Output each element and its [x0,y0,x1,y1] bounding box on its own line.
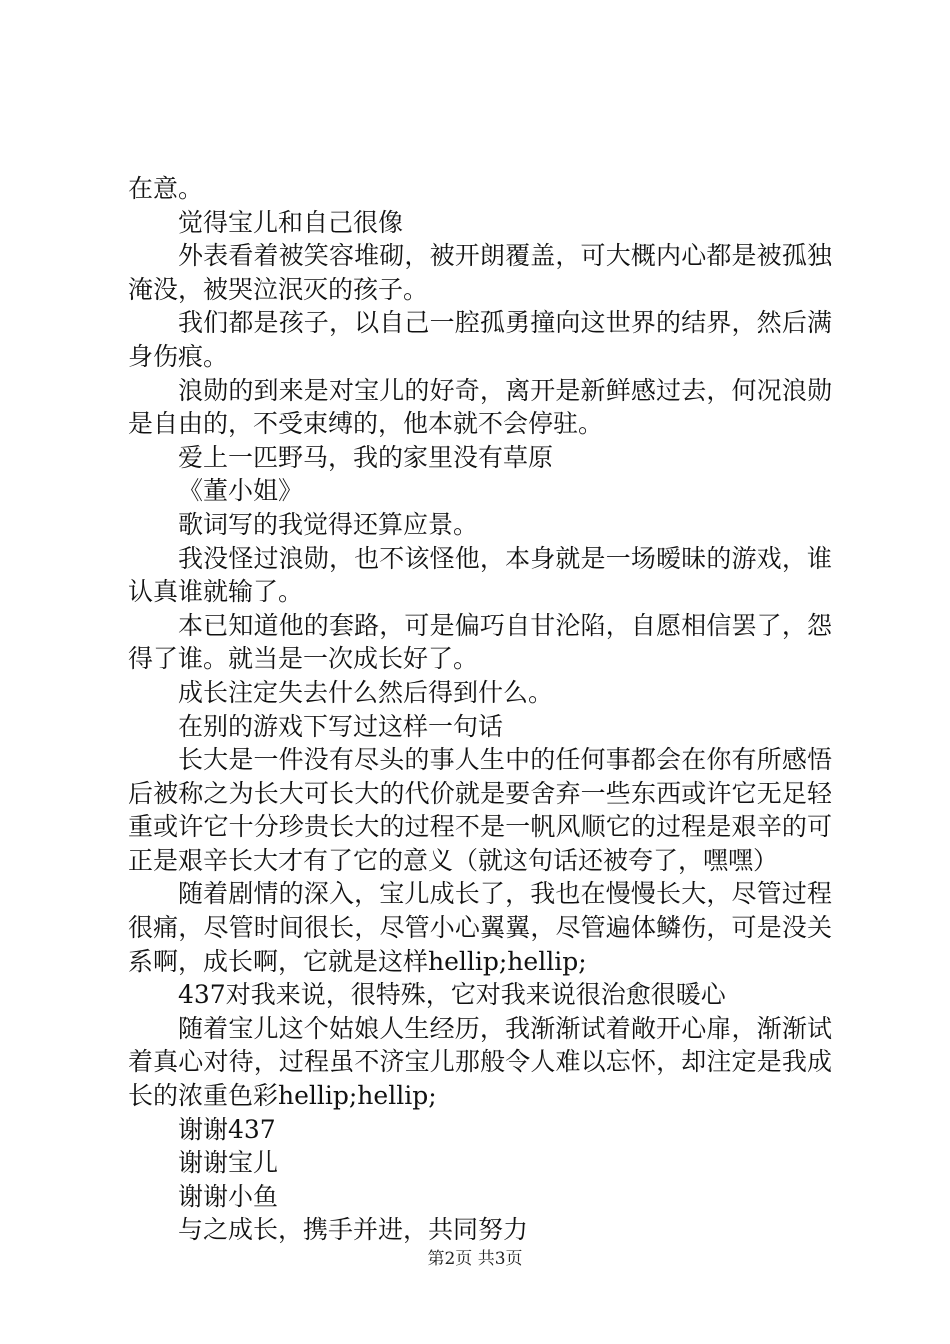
paragraph: 浪勋的到来是对宝儿的好奇，离开是新鲜感过去，何况浪勋是自由的，不受束缚的，他本就不会停驻。 [128,375,832,439]
paragraph: 谢谢宝儿 [178,1148,279,1178]
paragraph: 谢谢437 [178,1114,276,1144]
paragraph: 本已知道他的套路，可是偏巧自甘沦陷，自愿相信罢了，怨得了谁。就当是一次成长好了。 [128,610,832,674]
paragraph: 在别的游戏下写过这样一句话 [178,711,504,741]
paragraph: 在意。 [128,174,204,203]
paragraph: 随着宝儿这个姑娘人生经历，我渐渐试着敞开心扉，渐渐试着真心对待，过程虽不济宝儿那般令人难以忘怀，却注定是我成长的浓重色彩hellip;hellip; [128,1013,832,1111]
paragraph: 觉得宝儿和自己很像 [178,207,404,237]
paragraph: 谢谢小鱼 [178,1181,279,1211]
paragraph: 437对我来说，很特殊，它对我来说很治愈很暖心 [178,980,726,1010]
page-number-footer: 第2页 共3页 [427,1249,523,1269]
paragraph: 随着剧情的深入，宝儿成长了，我也在慢慢长大，尽管过程很痛，尽管时间很长，尽管小心翼翼，尽管遍体鳞伤，可是没关系啊，成长啊，它就是这样hellip;hellip; [128,879,832,976]
paragraph: 长大是一件没有尽头的事人生中的任何事都会在你有所感悟后被称之为长大可长大的代价就是要舍弃一些东西或许它无足轻重或许它十分珍贵长大的过程不是一帆风顺它的过程是艰辛的可正是艰辛长大才有了它的意义（就这句话还被夸了，嘿嘿） [128,745,832,875]
document-body [128,172,832,1247]
paragraph: 成长注定失去什么然后得到什么。 [178,677,554,707]
paragraph: 爱上一匹野马，我的家里没有草原 [178,442,554,472]
paragraph: 我们都是孩子，以自己一腔孤勇撞向这世界的结界，然后满身伤痕。 [128,308,832,371]
paragraph: 《董小姐》 [178,476,304,506]
paragraph: 我没怪过浪勋，也不该怪他，本身就是一场暧昧的游戏，谁认真谁就输了。 [128,543,832,607]
paragraph: 与之成长，携手并进，共同努力 [178,1215,529,1245]
paragraph: 外表看着被笑容堆砌，被开朗覆盖，可大概内心都是被孤独淹没，被哭泣泯灭的孩子。 [128,241,832,304]
paragraph: 歌词写的我觉得还算应景。 [178,509,479,539]
